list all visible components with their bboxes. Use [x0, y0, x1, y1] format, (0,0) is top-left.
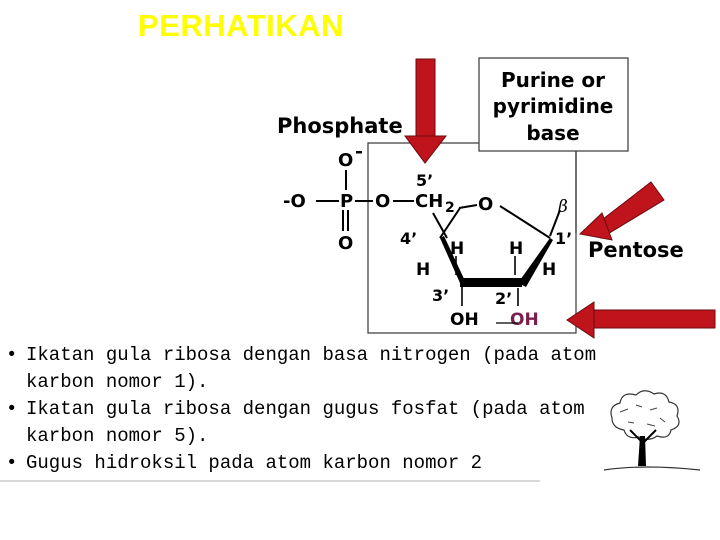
page-title: PERHATIKAN: [138, 8, 344, 43]
h-c2: H: [542, 260, 557, 280]
bullet-text: Ikatan gula ribosa dengan gugus fosfat (pada atom karbon nomor 5).: [26, 398, 585, 447]
carbon-5-label: 5’: [416, 171, 434, 190]
bullet-dot: •: [6, 398, 18, 420]
bullet-item: [6, 450, 596, 477]
arrow-to-carbon-1: [580, 182, 664, 240]
bullet-text: Ikatan gula ribosa dengan basa nitrogen (pada atom karbon nomor 1).: [26, 344, 597, 393]
beta-symbol: β: [558, 197, 568, 217]
c5-c4-bond: [433, 213, 447, 238]
tree-clipart: [604, 391, 700, 470]
phosphate-o-minus: O: [338, 150, 354, 171]
carbon-3-label: 3’: [432, 286, 450, 305]
base-label-line1: Purine or: [501, 68, 605, 92]
arrow-to-carbon-5: [405, 59, 446, 163]
arrow-to-oh-2: [567, 302, 715, 338]
c4-o-bond: [459, 205, 477, 208]
carbon-2-label: 2’: [495, 289, 513, 308]
bullet-dot: •: [6, 344, 18, 366]
oh-carbon-3: OH: [450, 310, 479, 330]
bullet-item: [6, 342, 596, 396]
oh-carbon-2: OH: [510, 310, 539, 330]
bullet-list: [6, 342, 596, 477]
minus-sign: [356, 151, 362, 154]
ch2-group: CH: [415, 191, 444, 212]
carbon-4-label: 4’: [400, 229, 418, 248]
h-c4: H: [450, 239, 465, 259]
h-c3: H: [416, 260, 431, 280]
phosphate-o-double: O: [338, 233, 354, 254]
c3-c2-bond: [460, 278, 522, 287]
pentose-label: Pentose: [588, 238, 684, 262]
ring-oxygen: O: [478, 194, 494, 215]
negative-oxygen: -O: [283, 191, 306, 212]
linking-oxygen: O: [375, 191, 391, 212]
base-label-line3: base: [526, 121, 580, 145]
ch2-subscript: 2: [445, 200, 455, 216]
phosphate-label: Phosphate: [277, 114, 403, 138]
bullet-text: Gugus hidroksil pada atom karbon nomor 2: [26, 452, 483, 474]
o-c1-bond: [500, 206, 550, 238]
h-c1: H: [509, 239, 524, 259]
carbon-1-label: 1’: [555, 229, 573, 248]
base-label-line2: pyrimidine: [492, 94, 614, 118]
phosphorus: P: [340, 191, 354, 212]
bullet-item: [6, 396, 596, 450]
bullet-dot: •: [6, 452, 18, 474]
